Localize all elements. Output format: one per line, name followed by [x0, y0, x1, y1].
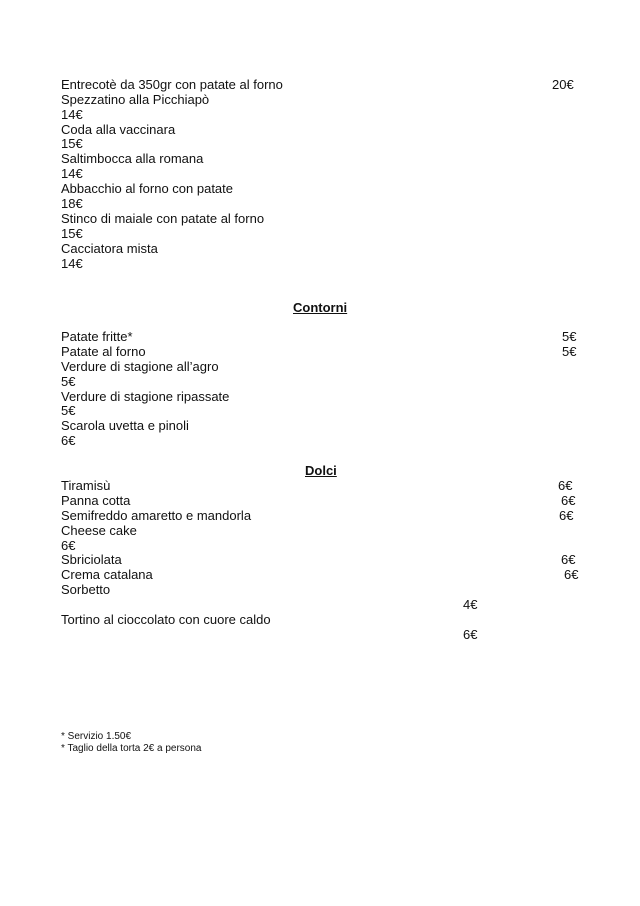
menu-item-price: 20€ — [552, 77, 574, 92]
menu-item-name: Saltimbocca alla romana — [61, 151, 204, 166]
menu-item-name: Tortino al cioccolato con cuore caldo — [61, 612, 271, 627]
menu-item-price: 14€ — [61, 166, 83, 181]
menu-item-name: Tiramisù — [61, 478, 111, 493]
menu-item-price: 5€ — [562, 329, 577, 344]
section-heading-dolci: Dolci — [305, 463, 337, 478]
menu-item-price: 6€ — [558, 478, 573, 493]
menu-item-name: Coda alla vaccinara — [61, 122, 176, 137]
menu-item-name: Abbacchio al forno con patate — [61, 181, 234, 196]
menu-item-name: Cacciatora mista — [61, 241, 158, 256]
menu-item-name: Sbriciolata — [61, 552, 122, 567]
menu-item-price: 6€ — [463, 627, 478, 642]
menu-item-price: 6€ — [561, 552, 576, 567]
section-heading-contorni: Contorni — [293, 300, 348, 315]
menu-item-name: Patate al forno — [61, 344, 146, 359]
menu-item-price: 6€ — [61, 538, 76, 553]
menu-item-name: Crema catalana — [61, 567, 153, 582]
menu-item-price: 6€ — [61, 433, 76, 448]
menu-item-name: Semifreddo amaretto e mandorla — [61, 508, 252, 523]
menu-item-name: Patate fritte* — [61, 329, 133, 344]
menu-item-name: Spezzatino alla Picchiapò — [61, 92, 210, 107]
menu-item-price: 6€ — [559, 508, 574, 523]
menu-item-name: Verdure di stagione all’agro — [61, 359, 219, 374]
menu-item-name: Verdure di stagione ripassate — [61, 389, 230, 404]
footnote-cake-cutting: * Taglio della torta 2€ a persona — [61, 743, 202, 754]
menu-item-price: 5€ — [61, 403, 76, 418]
menu-item-price: 6€ — [564, 567, 579, 582]
menu-item-price: 18€ — [61, 196, 83, 211]
menu-item-price: 5€ — [61, 374, 76, 389]
menu-item-price: 14€ — [61, 256, 83, 271]
menu-item-name: Panna cotta — [61, 493, 131, 508]
menu-item-price: 15€ — [61, 226, 83, 241]
menu-item-price: 14€ — [61, 107, 83, 122]
menu-item-name: Scarola uvetta e pinoli — [61, 418, 189, 433]
menu-item-price: 6€ — [561, 493, 576, 508]
menu-item-name: Stinco di maiale con patate al forno — [61, 211, 265, 226]
menu-item-name: Entrecotè da 350gr con patate al forno — [61, 77, 283, 92]
menu-item-name: Sorbetto — [61, 582, 111, 597]
menu-item-price: 4€ — [463, 597, 478, 612]
menu-item-name: Cheese cake — [61, 523, 137, 538]
menu-item-price: 5€ — [562, 344, 577, 359]
menu-item-price: 15€ — [61, 136, 83, 151]
footnote-service: * Servizio 1.50€ — [61, 731, 132, 742]
